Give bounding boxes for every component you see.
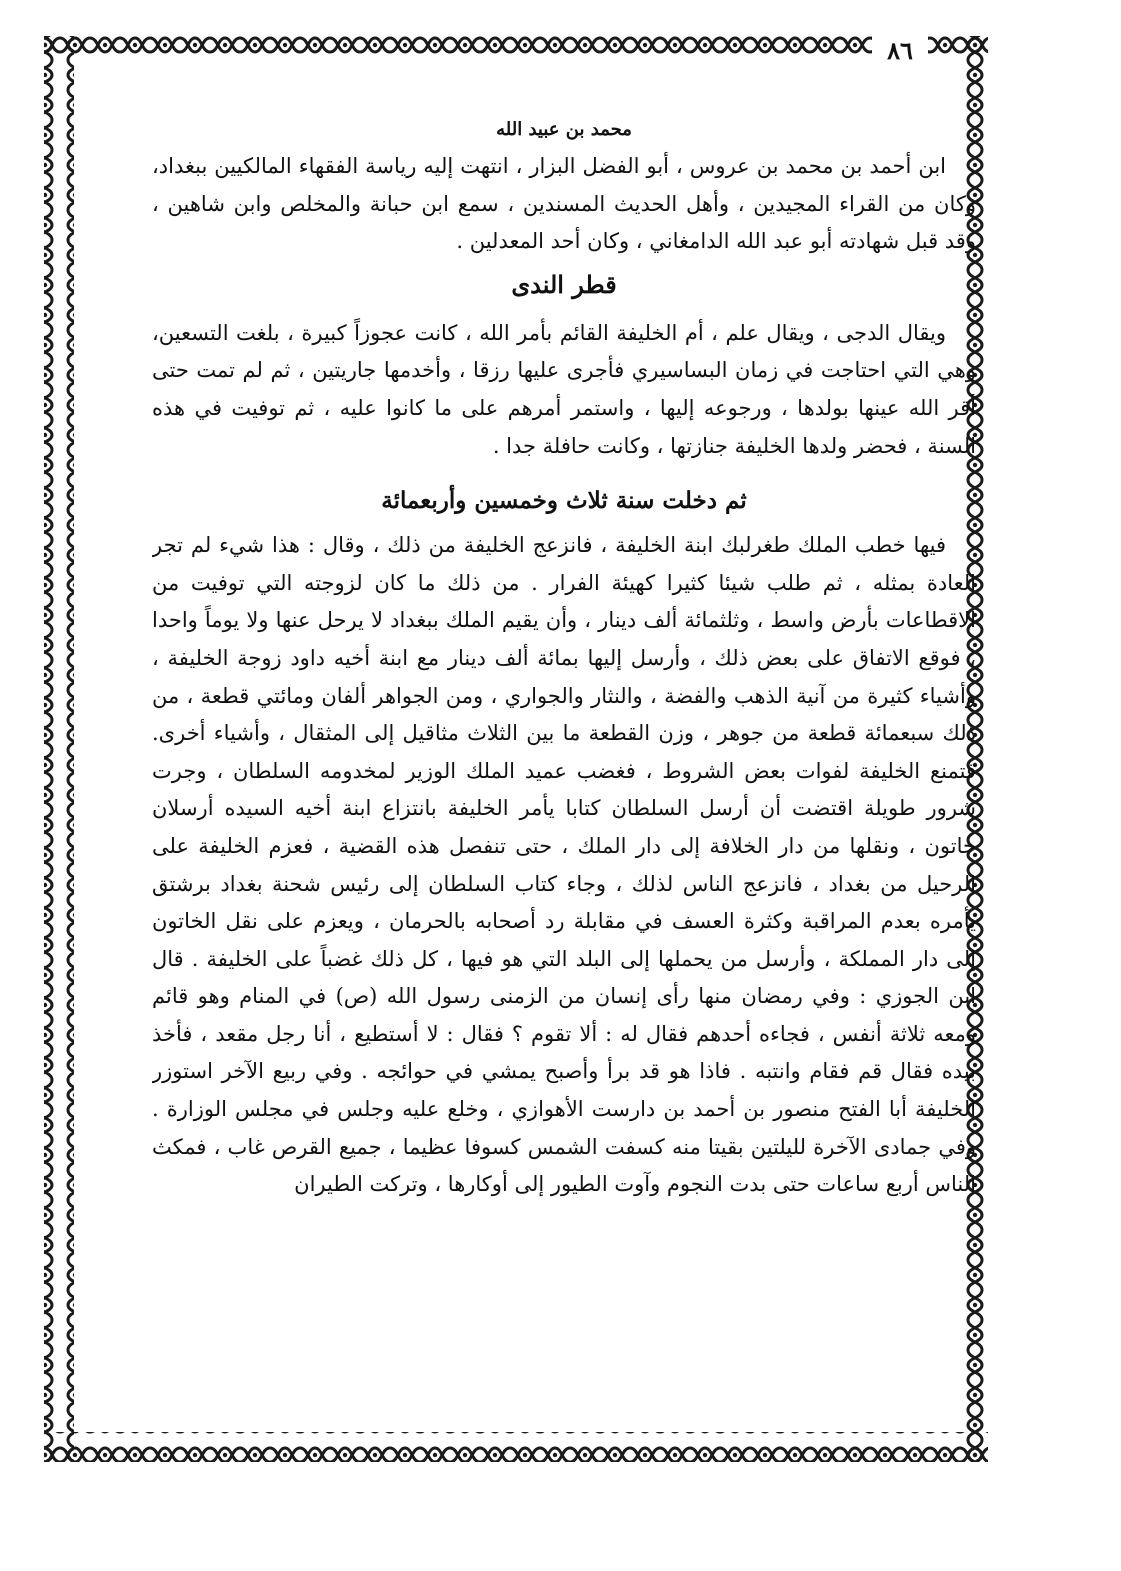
section-heading: قطر الندى (511, 269, 617, 299)
paragraph: ويقال الدجى ، ويقال علم ، أم الخليفة القائم بأمر الله ، كانت عجوزاً كبيرة ، بلغت التسعين، وهي التي احتاجت في زمان البساسيري فأجرى عليها رزقا ، وأخدمها جاريتين ، ثم لم تمت حتى أقر الله عينها بولدها ، ورجوعه إليها ، واستمر أمرهم على ما كانوا عليه ، ثم توفيت في هذه السنة ، فحضر ولدها الخليفة جنازتها ، وكانت حافلة جدا . (152, 320, 976, 458)
paragraph: ابن أحمد بن محمد بن عروس ، أبو الفضل البزار ، انتهت إليه رياسة الفقهاء المالكيين ببغداد، وكان من القراء المجيدين ، وأهل الحديث المسندين ، سمع ابن حبانة والمخلص وابن شاهين ، وقد قبل شهادته أبو عبد الله الدامغاني ، وكان أحد المعدلين . (152, 154, 976, 254)
page-number: ٨٦ (872, 34, 928, 68)
paragraph: فيها خطب الملك طغرلبك ابنة الخليفة ، فانزعج الخليفة من ذلك ، وقال : هذا شيء لم تجر العادة بمثله ، ثم طلب شيئا كثيرا كهيئة الفرار . من ذلك ما كان لزوجته التي توفيت من الاقطاعات بأرض واسط ، وثلثمائة ألف دينار ، وأن يقيم الملك ببغداد لا يرحل عنها ولا يوماً واحدا ، فوقع الاتفاق على بعض ذلك ، وأرسل إليها بمائة ألف دينار مع ابنة أخيه داود زوجة الخليفة ، وأشياء كثيرة من آنية الذهب والفضة ، والنثار والجواري ، ومن الجواهر ألفان ومائتي قطعة ، من ذلك سبعمائة قطعة من جوهر ، وزن القطعة ما بين الثلاث مثاقيل إلى المثقال ، وأشياء أخرى. فتمنع الخليفة لفوات بعض الشروط ، فغضب عميد الملك الوزير لمخدومه السلطان ، وجرت شرور طويلة اقتضت أن أرسل السلطان كتابا يأمر الخليفة بانتزاع ابنة أخيه السيده أرسلان خاتون ، ونقلها من دار الخلافة إلى دار الملك ، حتى تنفصل هذه القضية ، فعزم الخليفة على الرحيل من بغداد ، فانزعج الناس لذلك ، وجاء كتاب السلطان إلى رئيس شحنة بغداد برشتق يأمره بعدم المراقبة وكثرة العسف في مقابلة رد أصحابه بالحرمان ، ويعزم على نقل الخاتون إلى دار المملكة ، وأرسل من يحملها إلى البلد التي هو فيها ، كل ذلك غضباً على الخليفة . قال ابن الجوزي : وفي رمضان منها رأى إنسان من الزمنى رسول الله (ص) في المنام وهو قائم ومعه ثلاثة أنفس ، فجاءه أحدهم فقال له : ألا تقوم ؟ فقال : لا أستطيع ، أنا رجل مقعد ، فأخذ بيده فقال قم فقام وانتبه . فاذا هو قد برأ وأصبح يمشي في حوائجه . وفي ربيع الآخر استوزر الخليفة أبا الفتح منصور بن أحمد بن دارست الأهوازي ، وخلع عليه وجلس في مجلس الوزارة . وفي جمادى الآخرة لليلتين بقيتا منه كسفت الشمس كسوفا عظيما ، جميع القرص غاب ، فمكث الناس أربع ساعات حتى بدت النجوم وآوت الطيور إلى أوكارها ، وتركت الطيران (152, 533, 976, 1197)
page-body (152, 112, 976, 1402)
section-heading: محمد بن عبيد الله (496, 119, 632, 140)
year-heading: ثم دخلت سنة ثلاث وخمسين وأربعمائة (381, 487, 747, 515)
